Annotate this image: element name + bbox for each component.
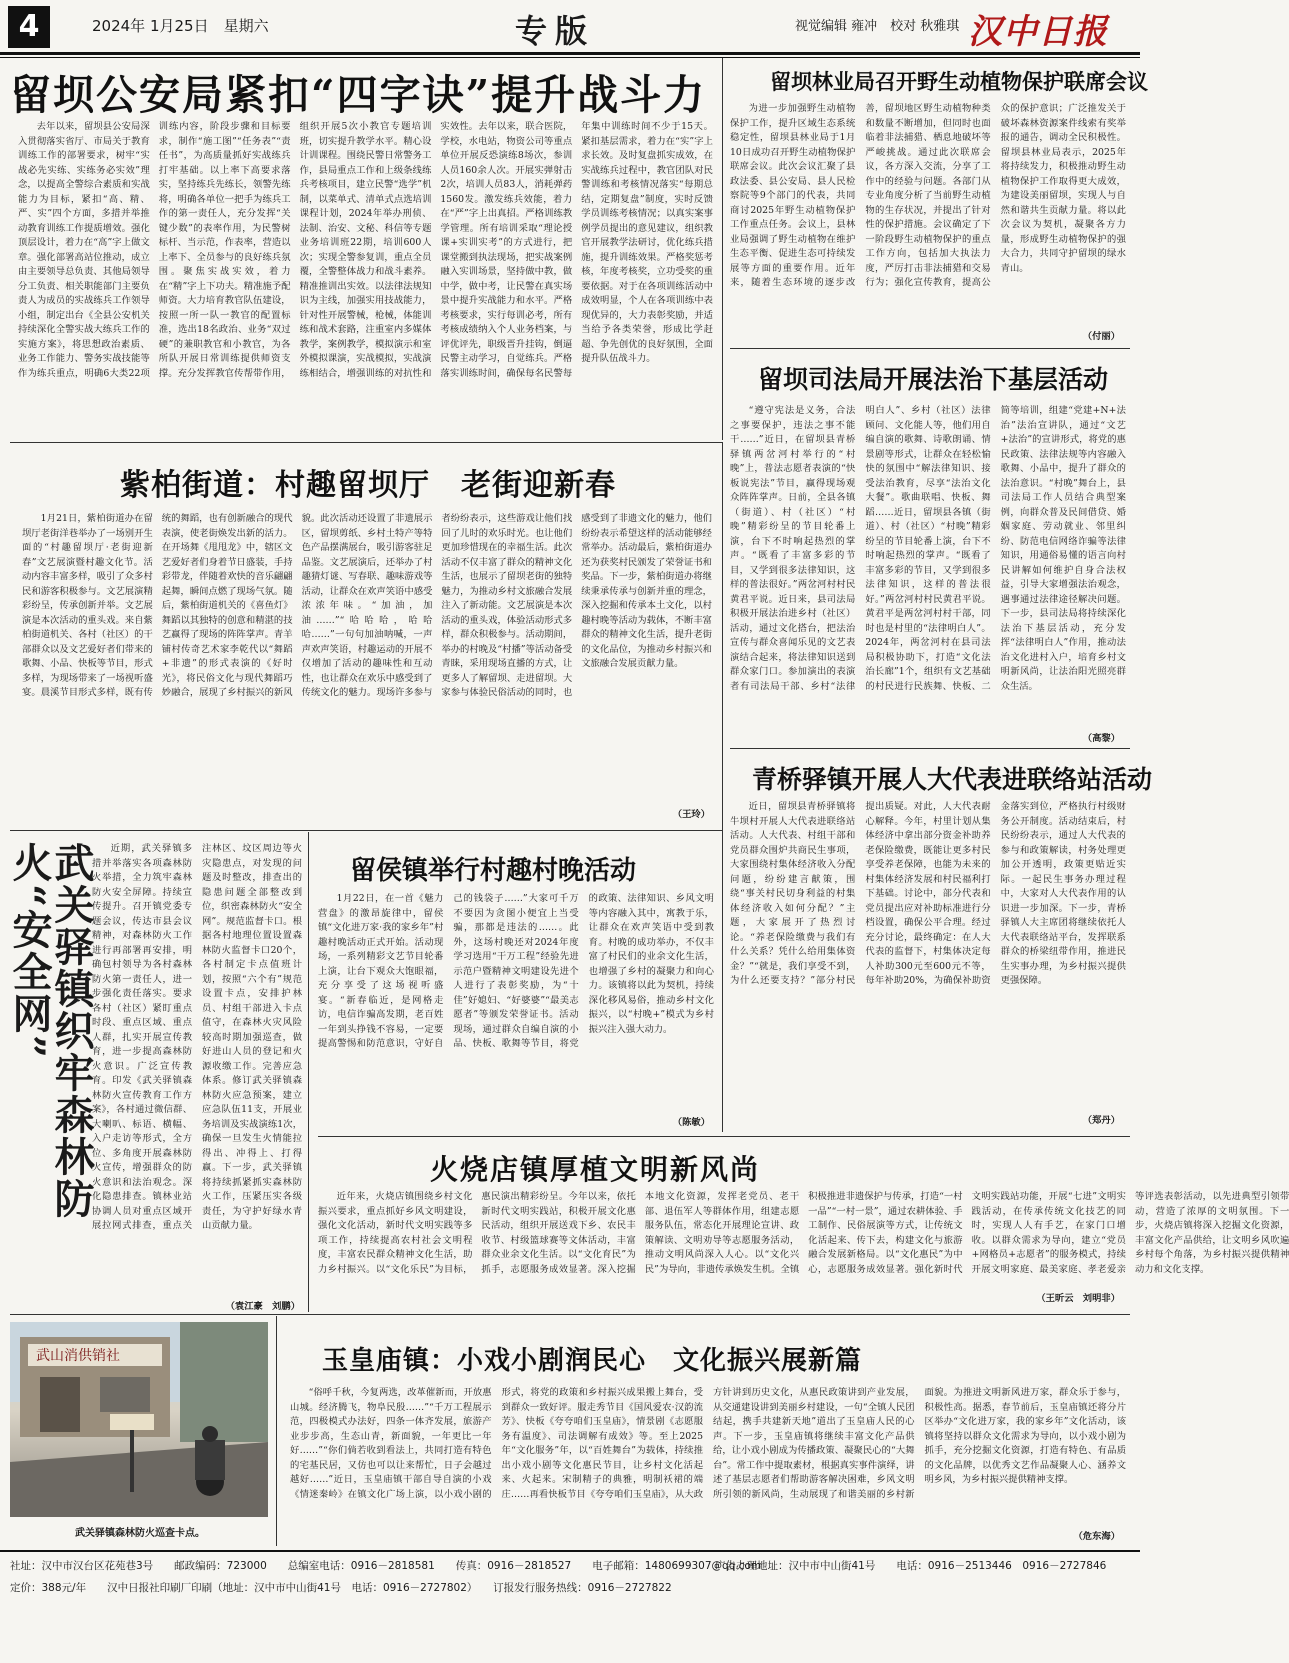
- photo-illustration: [10, 1322, 268, 1517]
- article-body-forestry: 为进一步加强野生动植物保护工作，提升区域生态系统稳定性，留坝县林业局于1月10日成功召开野生动植物保护联席会议。此次会议汇聚了县政法委、县公安局、县人民检察院等9个部门的代表，共同商讨2025年野生动植物保护工作重点任务。会议上，县林业局强调了野生动植物在维护生态平衡、促进生态可持续发展等方面的重要作用。近年来，随着生态环境的逐步改善，留坝地区野生动植物种类和数量不断增加，但同时也面临着非法捕猎、栖息地破坏等严峻挑战。通过此次联席会议，各方深入交流，分享了工作中的经验与问题。各部门从专业角度分析了当前野生动植物的生存状况，并提出了针对性的保护措施。会议确定了下一阶段野生动植物保护的重点工作方向，包括加大执法力度，严厉打击非法捕猎和交易行为；强化宣传教育，提高公众的保护意识；广泛推发关于破坏森林资源案件线索有奖举报的通告，调动全民积极性。留坝县林业局表示，2025年将持续发力，积极推动野生动植物保护工作取得更大成效，为建设美丽留坝，实现人与自然和谐共生贡献力量。将以此次会议为契机，凝聚各方力量，形成野生动植物保护的强大合力，共同守护留坝的绿水青山。: [730, 103, 1126, 288]
- section-divider: [730, 348, 1130, 349]
- section-title: 专版: [515, 12, 596, 50]
- column-divider: [308, 832, 309, 1312]
- article-author-yuhuangmiao: （危东海）: [1073, 1531, 1120, 1542]
- footer-print-info: 定价：388元/年 汉中日报社印刷厂印刷（地址：汉中市中山街41号 电话：0916－2727802） 订报发行服务热线：0916－2727822: [10, 1582, 672, 1594]
- page-number: 4: [8, 6, 50, 48]
- article-title-wuguan: 武关驿镇织牢森林防火“安全网”: [6, 842, 95, 1220]
- column-divider: [276, 1316, 277, 1546]
- footer-ad-contact: 广告办理地址：汉中市中山街41号 电话：0916－2513446 0916－2727846: [715, 1560, 1107, 1572]
- news-photo: [10, 1322, 268, 1517]
- issue-date: 2024年 1月25日 星期六: [92, 17, 269, 35]
- article-title-huoshaodian: 火烧店镇厚植文明新风尚: [430, 1153, 761, 1186]
- article-body-huoshaodian: 近年来，火烧店镇围绕乡村文化振兴要求，重点抓好乡风文明建设，强化文化活动，新时代文明实践等多项工作，持续提高农村社会文明程度，丰富农民群众精神文化生活，助力乡村振兴。以“文化乐民”为目标，惠民演出精彩纷呈。今年以来，依托新时代文明实践站，积极开展文化惠民活动，组织开展送戏下乡、农民丰收节、村级篮球赛等文体活动，丰富群众业余文化生活。以“文化育民”为抓手，志愿服务成效显著。深入挖掘本地文化资源，发挥老党员、老干部、退伍军人等群体作用，组建志愿服务队伍，常态化开展理论宣讲、政策解读、文明劝导等志愿服务活动，推动文明风尚深入人心。以“文化兴民”为导向，非遗传承焕发生机。全镇积极推进非遗保护与传承，打造“一村一品”“一村一景”，通过农耕体验、手工制作、民俗展演等方式，让传统文化活起来、传下去，构建文化与旅游融合发展新格局。以“文化惠民”为中心，志愿服务成效显著。强化新时代文明实践站功能，开展“七进”文明实践活动，在传承传统文化技艺的同时，实现人人有手艺，在家门口增收。以群众需求为导向，建立“党员+网格员+志愿者”的服务模式，持续开展文明家庭、最美家庭、孝老爱亲等评选表彰活动，以先进典型引领带动，营造了浓厚的文明氛围。下一步，火烧店镇将深入挖掘文化资源，丰富文化产品供给，让文明乡风吹遍乡村每个角落，为乡村振兴提供精神动力和文化支撑。: [318, 1191, 1289, 1275]
- footer-rule: [0, 1550, 1140, 1552]
- article-author-wuguan: （袁江豪 刘鹏）: [225, 1301, 300, 1312]
- header-rule: [0, 52, 1140, 55]
- section-divider: [10, 1314, 1130, 1315]
- article-author-liuhou: （陈敏）: [672, 1117, 710, 1128]
- article-body-wuguan: 近期，武关驿镇多措并举落实各项森林防火举措，全力筑牢森林防火安全屏障。持续宣传提升。召开镇党委专题会议，传达市县会议精神，对森林防火工作进行再部署再安排，明确包村领导为各村森林防火第一责任人，进一步强化责任落实。要求各村（社区）紧盯重点时段、重点区域、重点人群，扎实开展宣传教育，进一步提高森林防火意识。广泛宣传教育。印发《武关驿镇森林防火宣传教育工作方案》，各村通过微信群、大喇叭、标语、横幅、入户走访等形式，全方位、多角度开展森林防火宣传，增强群众的防火意识和法治观念。深化隐患排查。镇林业站协调人员对重点区域开展拉网式排查，重点关注林区、坟区周边等火灾隐患点，对发现的问题及时整改，排查出的隐患问题全部整改到位，织密森林防火“安全网”。规范监督卡口。根据各村地理位置设置森林防火监督卡口20个，各村制定卡点值班计划，按照“六个有”规范设置卡点，安排护林员、村组干部进入卡点值守，在森林火灾风险较高时期加强巡查，做好进山人员的登记和火源收缴工作。完善应急体系。修订武关驿镇森林防火应急预案，建立应急队伍11支，开展业务培训及实战演练1次，确保一旦发生火情能拉得出、冲得上、打得赢。下一步，武关驿镇将持续抓紧抓实森林防火工作，压紧压实各级责任，为守护好绿水青山贡献力量。: [92, 843, 302, 1231]
- article-author-zibai: （王玲）: [672, 809, 710, 820]
- section-divider: [730, 748, 1130, 749]
- column-divider: [722, 58, 723, 440]
- footer-address: 社址：汉中市汉台区花苑巷3号 邮政编码：723000 总编室电话：0916－2818581 传真：0916－2818527 电子邮箱：1480699307@qq.com: [10, 1560, 762, 1572]
- photo-sign: 武山消供销社: [36, 1348, 120, 1364]
- editor-credits: 视觉编辑 雍冲 校对 秋雅琪: [795, 19, 960, 34]
- section-divider: [10, 830, 722, 831]
- article-body-police: 去年以来，留坝县公安局深入贯彻落实省厅、市局关于教育训练工作的部署要求，树牢“实战必先实练、实练务必实效”理念，以提高全警综合素质和实战能力为目标，紧扣“高、精、严、实”四个方面，多措并举推动教育训练工作提质增效。强化顶层设计，着力在“高”字上做文章。强化部署高站位推动，成立由主要领导总负责、其他局领导分工负责、相关职能部门主要负责人为成员的实战练兵工作领导小组，制定出台《全县公安机关持续深化全警实战大练兵工作的实施方案》，将思想政治素质、业务工作能力、警务实战技能等作为练兵重点，明确6大类22项训练内容，阶段步骤和目标要求，制作“施工图”“任务表”“责任书”，为高质量抓好实战练兵打牢基础。以上率下高要求落实，坚持练兵先练长，领警先练将，明确各单位一把手为练兵工作的第一责任人，充分发挥“关键少数”的表率作用，为民警树标杆、当示范，作表率，营造以上率下、全员参与的良好练兵氛围。聚焦实战实效，着力在“精”字上下功夫。精准施予配师资。大力培育教官队伍建设，按照一所一队一教官的配置标准，选出18名政治、业务“双过硬”的兼职教官和小教官，为各所队开展日常训练提供师资支撑。充分发挥教官传帮带作用，组织开展5次小教官专题培训班，切实提升教学水平。精心设计训课程。围绕民警日常警务工作，县局重点工作和上级条线练兵考核项目，建立民警“选学”机制，以菜单式、清单式点选培训课程计划，2024年举办刑侦、法制、治安、文秘、科信等专题业务培训班22期，培训600人次；实现全警参复训，重点全员覆，全警整体战力和战斗素养。精准推训出实效。以法律法规知识为主线，加强实用技战能力，针对性开展警械，枪械，体能训练和战术套路，注重室内多媒体教学，案例教学，模拟演示和室外模拟课演，实战模拟，实战演练相结合，增强训练的对抗性和实效性。去年以来，联合医院，学校，水电站，物资公司等重点单位开展反恐演练8场次，参训人员160余人次。开展实弹射击2次，培训人员83人，消耗弹药1560发。激发练兵效能，着力在“严”字上出真招。严格训练教学管理。所有培训采取“理论授课+实训实考”的方式进行，把课堂搬到执法现场，把实战案例融入实训场景，坚持做中教，做中学，做中考，让民警在真实场景中提升实战能力和水平。严格考核要求，实行每训必考，所有考核成绩纳入个人业务档案，与评优评先，职级晋升挂钩，倒逼民警主动学习，自觉练兵。严格落实训练时间，确保每名民警每年集中训练时间不少于15天。紧扣基层需求，着力在“实”字上求长效。及时复盘抓实成效，在实战练兵过程中，教官团队对民警训练和考核情况落实“每期总结，定期复盘”制度，实时反馈学员训练考核情况；以真实案事例学员提出的意见建议，组织教官开展教学法研讨，优化练兵措施，提升训练效果。严格奖惩考核，年度考核奖，立功受奖的重要依据。对于在各项训练活动中成效明显，个人在各项训练中表现优异的，大力表彰奖励，并适当给予各类荣誉，形成比学赶超、争先创优的良好氛围，全面提升队伍战斗力。: [18, 121, 713, 379]
- header-rule-thin: [0, 57, 1140, 58]
- section-divider: [10, 442, 722, 443]
- article-title-renda: 青桥驿镇开展人大代表进联络站活动: [752, 765, 1153, 794]
- article-title-liuhou: 留侯镇举行村趣村晚活动: [350, 856, 637, 886]
- photo-caption: 武关驿镇森林防火巡查卡点。: [75, 1528, 205, 1539]
- article-body-renda: 近日，留坝县青桥驿镇将牛坝村开展人大代表进联络站活动。人大代表、村组干部和党员群众围炉共商民生事项，大家围绕村集体经济收入分配问题，纷纷建言献策，围绕“事关村民切身利益的村集体经济收入如何分配？”主题，大家展开了热烈讨论。“养老保险缴费与我们有什么关系？凭什么给用集体资金？”“就是，我们享受不到，为什么还要支持？”部分村民提出质疑。对此，人大代表耐心解释。今年，村里计划从集体经济中拿出部分资金补助养老保险缴费，既能让更多村民享受养老保障，也能为未来的村集体经济发展和村民福利打下基础。讨论中，部分代表和党员提出应对补助标准进行分档设置，确保公平合理。经过充分讨论，最终确定：在人大代表的监督下，村集体决定每人补助300元至600元不等，每年补助20%，为确保补助资金落实到位，严格执行村级财务公开制度。活动结束后，村民纷纷表示，通过人大代表的参与和政策解读，村务处理更加公开透明，政策更贴近实际。一起民生事务办理过程中，大家对人大代表作用的认识进一步加深。下一步，青桥驿镇人大主席团将继续依托人大代表联络站平台，发挥联系群众的桥梁纽带作用，推进民生实事办理，为乡村振兴提供更强保障。: [730, 801, 1126, 986]
- article-author-renda: （郑丹）: [1082, 1115, 1120, 1126]
- article-title-police: 留坝公安局紧扣“四字诀”提升战斗力: [10, 71, 707, 119]
- article-author-huoshaodian: （王昕云 刘明非）: [1036, 1293, 1120, 1304]
- article-author-forestry: （付丽）: [1082, 331, 1120, 342]
- article-title-justice: 留坝司法局开展法治下基层活动: [758, 365, 1109, 394]
- article-body-liuhou: 1月22日，在一首《魅力营盘》的激昂旋律中，留侯镇“文化进万家·我的家乡年”村趣村晚活动正式开始。活动现场，一系列精彩文艺节目轮番上演，让台下观众大饱眼福，充分享受了这场视听盛宴。“新春临近，是网格走访，电信诈骗高发期，老百姓一年到头挣钱不容易，一定要提高警惕和防范意识，守好自己的钱袋子……”大家可千万不要因为贪图小便宜上当受骗，那都是违法的……。此外，这场村晚还对2024年度学习选用“干万工程”经验先进示范户暨精神文明建设先进个人进行了表彰奖励，为“十佳”好媳妇、“好婆婆”“最美志愿者”等颁发荣誉证书。活动现场，通过群众自编自演的小品、快板、歌舞等节目，将党的政策、法律知识、乡风文明等内容融入其中，寓教于乐，让群众在欢声笑语中受到教育。村晚的成功举办，不仅丰富了村民们的业余文化生活，也增强了乡村的凝聚力和向心力。该镇将以此为契机，持续深化移风易俗，推动乡村文化振兴，以“村晚+”模式为乡村振兴注入强大动力。: [318, 893, 714, 1049]
- article-author-justice: （高黎）: [1082, 733, 1120, 744]
- article-body-zibai: 1月21日，紫柏街道办在留坝厅老街洋巷举办了一场别开生面的“村趣留坝厅·老街迎新春”文艺展演暨村趣文化节。活动内容丰富多样，吸引了众多村民和游客积极参与。文艺展演精彩纷呈，传承创新并举。文艺展演是本次活动的重头戏。来自紫柏街道机关、各村（社区）的干部群众以及文艺爱好者们带来的歌舞、小品、快板等节目，形式多样，为现场带来了一场视听盛宴。晨溪节目形式多样，既有传统的舞蹈，也有创新融合的现代表演，使老街焕发出新的活力。在开场舞《甩甩龙》中，辖区文艺爱好者们身着节日盛装，手持彩带龙，伴随着欢快的音乐翩翩起舞，瞬间点燃了现场气氛。随后，紫柏街道机关的《喜鱼灯》舞蹈以其独特的创意和精湛的技艺赢得了现场的阵阵掌声。青羊铺村传奇艺术家李乾代以“舞蹈+非遗”的形式表演的《好时光》，将民俗文化与现代舞蹈巧妙融合，展现了乡村振兴的新风貌。此次活动还设置了非遗展示区，留坝剪纸、乡村土特产等特色产品摆满展台，吸引游客驻足品鉴。文艺展演后，还举办了村趣猜灯谜、写春联、趣味游戏等活动，让群众在欢声笑语中感受浓浓年味。“加油，加油……”“哈哈哈，哈哈哈……”一句句加油呐喊，一声声欢声笑语，村趣运动的开展不仅增加了活动的趣味性和互动性，也让群众在欢乐中感受到了传统文化的魅力。现场许多参与者纷纷表示，这些游戏让他们找回了儿时的欢乐时光。也让他们更加珍惜现在的幸福生活。此次活动不仅丰富了群众的精神文化生活，也展示了留坝老街的独特魅力，为推动乡村文旅融合发展注入了新动能。文艺展演是本次活动的重头戏，体验活动形式多样，群众积极参与。活动期间，举办的村晚及“村播”等活动备受青睐，采用现场直播的方式，让更多人了解留坝、走进留坝。大家参与体验民俗活动的同时，也感受到了非遗文化的魅力，他们纷纷表示希望这样的活动能够经常举办。活动最后，紫柏街道办还为获奖村民颁发了荣誉证书和奖品。下一步，紫柏街道办将继续秉承传承与创新并重的理念，深入挖掘和传承本土文化，以村趣村晚等活动为载体，不断丰富群众的精神文化生活，提升老街的文化品位，为推动乡村振兴和文旅融合发展贡献力量。: [22, 513, 712, 698]
- article-title-zibai: 紫柏街道：村趣留坝厅 老街迎新春: [120, 468, 616, 503]
- section-divider: [318, 1136, 1130, 1137]
- newspaper-logo: 汉中日报: [968, 12, 1108, 52]
- article-title-forestry: 留坝林业局召开野生动植物保护联席会议: [770, 69, 1148, 94]
- article-body-yuhuangmiao: “俗呼千秋，今复两选，改革催新而，开放惠山城。经济腾飞，物阜民殷……”“千万工程展示范，四极模式办法好，四条一体齐发展，旅游产业步步高，生态山青，新面貌，一年更比一年好……”“你们倘若收到看法上，共同打造有特色的宅基民居，又仿也可以让来帮忙，日子会越过越好……”近日，玉皇庙镇干部自导自演的小戏《情迷秦岭》在镇文化广场上演，以小戏小剧的形式，将党的政策和乡村振兴成果搬上舞台，受到群众一致好评。服走秀节目《国风爱农·汉韵流芳》、快板《夸夸咱们玉皇庙》，情景剧《志愿服务有温度》、司法调解有成效》等。至上2025年“文化服务”年，以“百姓舞台”为载体，持续推出小戏小剧等文化惠民节目，让乡村文化活起来、火起来。宋制精子的典雅，明制袄裙的端庄……再看快板节目《夸夸咱们玉皇庙》，从大政方针讲到历史文化，从惠民政策讲到产业发展，从交通建设讲到美丽乡村建设，一句“全镇人民团结起，携手共建新天地”道出了玉皇庙人民的心声。下一步，玉皇庙镇将继续丰富文化产品供给，让小戏小剧成为传播政策、凝聚民心的“大舞台”。常工作中提取素材，根据真实事件演绎，讲述了基层志愿者们帮助游客解决困难，乡风文明所引领的新风尚，生动展现了和谐美丽的乡村新面貌。为推进文明新风进万家，群众乐于参与，积极性高。据悉，春节前后，玉皇庙镇还将分片区举办“文化进万家，我的家乡年”文化活动，该镇将坚持以群众文化需求为导向，以小戏小剧为抓手，充分挖掘文化资源，打造有特色、有品质的文化品牌，以优秀文艺作品凝聚人心、涵养文明乡风，为乡村振兴提供精神支撑。: [290, 1387, 1126, 1500]
- column-divider: [722, 442, 723, 1132]
- article-body-justice: “遵守宪法是义务，合法之事要保护，违法之事不能干……”近日，在留坝县青桥驿镇两岔河村举行的“村晚”上，普法志愿者表演的“快板说宪法”节目，赢得现场观众阵阵掌声。日前，全县各镇（街道）、村（社区）“村晚”精彩纷呈的节目轮番上演，台下不时响起热烈的掌声。“既看了丰富多彩的节目，又学到很多法律知识，这样的普法很好。”两岔河村村民黄君平说。近日来，县司法局积极开展法治进乡村（社区）活动，通过文化搭台，把法治宣传与群众喜闻乐见的文艺表演结合起来，将法律知识送到群众家门口。参加演出的表演者有司法局干部、乡村“法律明白人”、乡村（社区）法律顾问、文化能人等，他们用自编自演的歌舞、诗歌朗诵、情景剧等形式，让群众在轻松愉快的氛围中“解法律知识、接受法治教育，尽享“法治文化大餐”。歌曲联唱、快板、舞蹈……近日，留坝县各镇（街道）、村（社区）“村晚”精彩纷呈的节目轮番上演，台下不时响起热烈的掌声。“既看了丰富多彩的节目，又学到很多法律知识，这样的普法很好。”两岔河村村民黄君平说。黄君平是两岔河村村干部，同时也是村里的“法律明白人”。2024年，两岔河村在县司法局积极协助下，打造“文化法治长廊”1个，组织有文艺基础的村民进行民族舞、快板、二简等培训，组建“党建+N+法治”法治宣讲队，通过“文艺+法治”的宣讲形式，将党的惠民政策、法律法规等内容融入歌舞、小品中，提升了群众的法治意识。“村晚”舞台上，县司法局工作人员结合典型案例，向群众普及民间借贷、婚姻家庭、劳动就业、邻里纠纷、防范电信网络诈骗等法律知识，用通俗易懂的语言向村民讲解如何维护自身合法权益，引导大家增强法治观念，遇事通过法律途径解决问题。下一步，县司法局将持续深化法治下基层活动，充分发挥“法律明白人”作用，推动法治文化进村入户，培育乡村文明新风尚，让法治阳光照亮群众生活。: [730, 405, 1126, 692]
- article-title-yuhuangmiao: 玉皇庙镇：小戏小剧润民心 文化振兴展新篇: [322, 1346, 863, 1376]
